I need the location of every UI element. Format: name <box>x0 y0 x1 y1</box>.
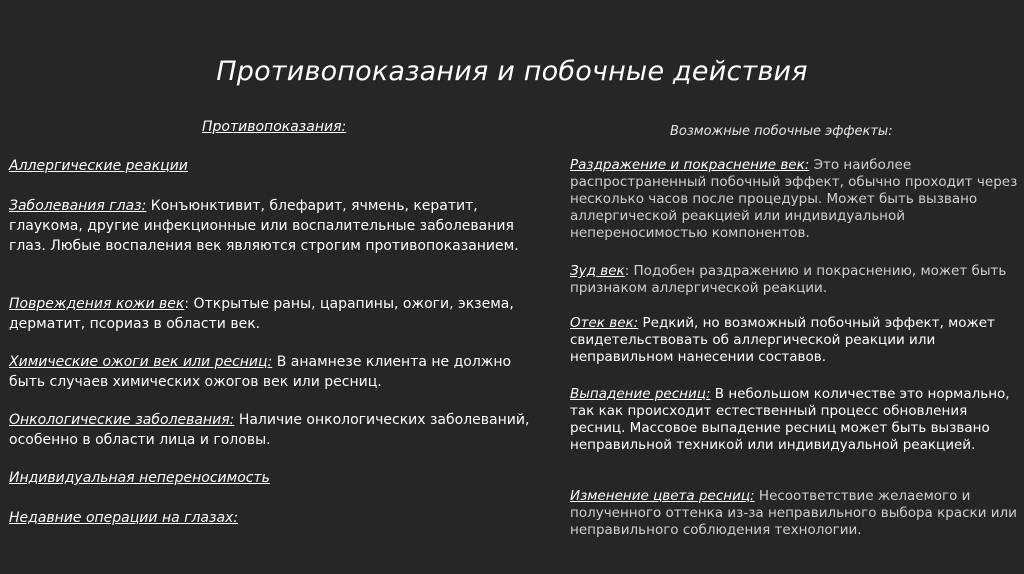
side-effect-head: Изменение цвета ресниц: <box>570 488 755 504</box>
contraindication-item <box>9 156 549 176</box>
side-effect-item <box>570 263 1020 297</box>
side-effect-item <box>570 157 1020 242</box>
slide-title: Противопоказания и побочные действия <box>216 56 808 87</box>
contraindication-head: Повреждения кожи век <box>9 296 185 312</box>
contraindication-head: Заболевания глаз: <box>9 198 147 214</box>
side-effect-body: Редкий, но возможный побочный эффект, может свидетельствовать об аллергической реакции или неправильном нанесении составов. <box>570 315 995 365</box>
side-effect-head: Отек век: <box>570 315 639 331</box>
side-effect-head: Раздражение и покраснение век: <box>570 157 810 173</box>
contraindication-item <box>9 468 549 488</box>
contraindication-head: Онкологические заболевания: <box>9 412 235 428</box>
side-effect-item <box>570 488 1020 539</box>
side-effect-body: В небольшом количестве это нормально, так как происходит естественный процесс обновления ресниц. Массовое выпадение ресниц может быть вызвано неправильной техникой или индивидуальной реакцией. <box>570 386 1010 453</box>
contraindication-item <box>9 508 549 528</box>
contraindication-item <box>9 410 549 450</box>
contraindication-head: Химические ожоги век или ресниц: <box>9 354 273 370</box>
side-effect-head: Зуд век <box>570 263 625 279</box>
contraindication-item <box>9 352 549 392</box>
contraindication-head: Аллергические реакции <box>9 158 188 174</box>
side-effect-item <box>570 386 1020 454</box>
contraindication-body: Наличие онкологических заболеваний, особенно в области лица и головы. <box>9 412 530 448</box>
contraindication-body: Конъюнктивит, блефарит, ячмень, кератит, глаукома, другие инфекционные или воспалительные заболевания глаз. Любые воспаления век являются строгим противопоказанием. <box>9 198 519 254</box>
side-effect-item <box>570 315 1020 366</box>
side-effect-body: : Подобен раздражению и покраснению, может быть признаком аллергической реакции. <box>570 263 1007 296</box>
side-effects-heading: Возможные побочные эффекты: <box>670 124 893 139</box>
side-effect-body: Несоответствие желаемого и полученного оттенка из-за неправильного выбора краски или неправильного соблюдения технологии. <box>570 488 1017 538</box>
side-effect-body: Это наиболее распространенный побочный эффект, обычно проходит через несколько часов после процедуры. Может быть вызвано аллергической реакцией или индивидуальной непереносимостью компонентов. <box>570 157 1018 241</box>
side-effect-head: Выпадение ресниц: <box>570 386 711 402</box>
contraindication-head: Недавние операции на глазах: <box>9 510 239 526</box>
contraindication-body: : Открытые раны, царапины, ожоги, экзема, дерматит, псориаз в области век. <box>9 296 514 332</box>
contraindication-item <box>9 294 549 334</box>
contraindication-body: В анамнезе клиента не должно быть случаев химических ожогов век или ресниц. <box>9 354 512 390</box>
contraindication-item <box>9 196 549 256</box>
contraindications-heading: Противопоказания: <box>202 119 347 135</box>
contraindication-head: Индивидуальная непереносимость <box>9 470 270 486</box>
